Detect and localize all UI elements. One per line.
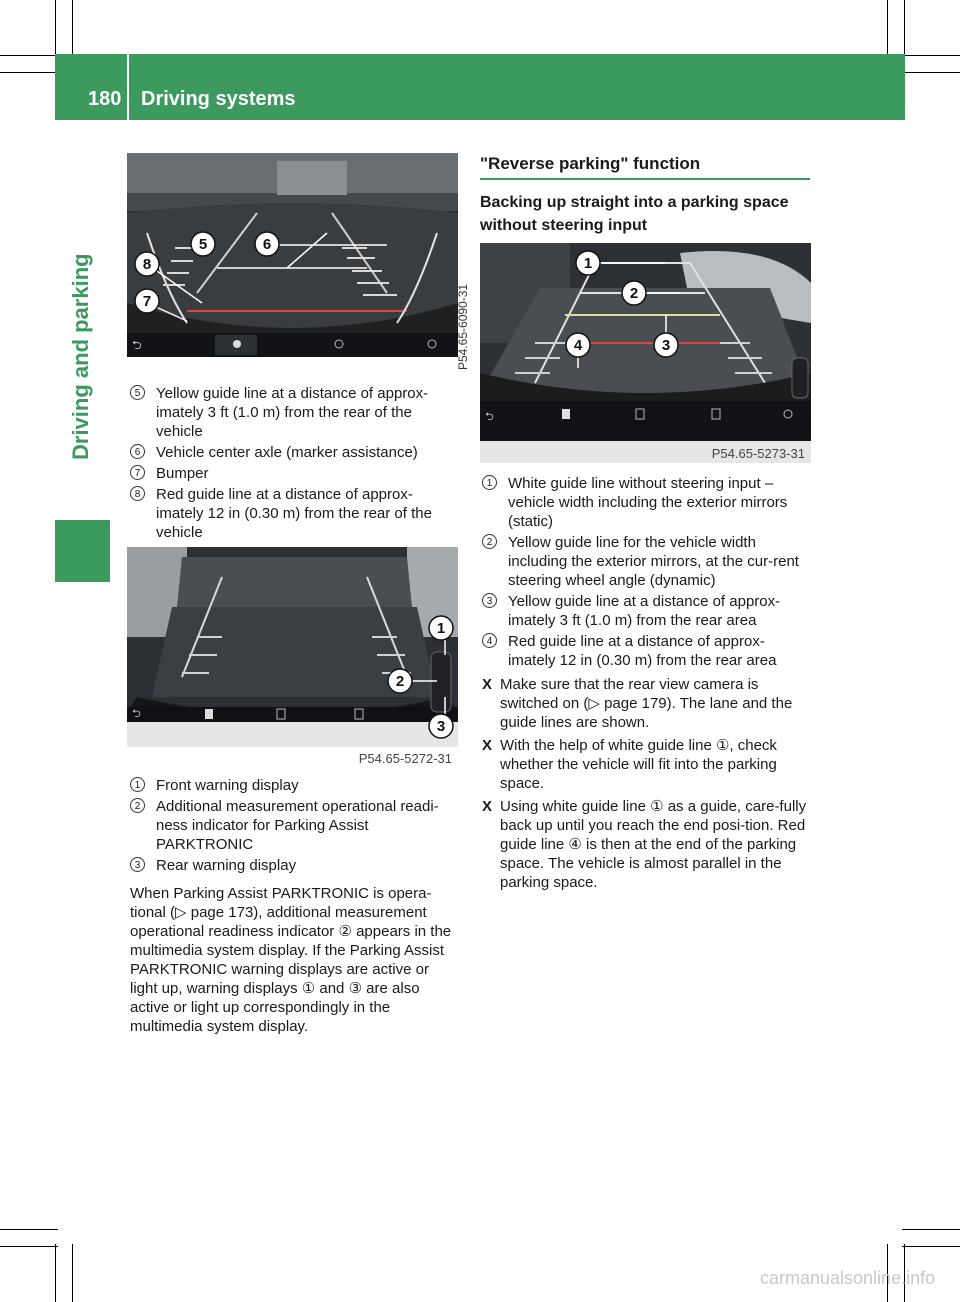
legend-item — [130, 797, 455, 854]
footer-watermark[interactable]: carmanualsonline.info — [760, 1268, 936, 1288]
marker-7: 7 — [142, 293, 152, 310]
legend-item — [130, 485, 455, 542]
marker-4: 4 — [573, 337, 583, 354]
step-text: With the help of white guide line ①, check whether the vehicle will fit into the parking space. — [500, 737, 777, 792]
legend-item — [130, 443, 455, 462]
legend-3 — [482, 474, 810, 672]
body-paragraph: When Parking Assist PARKTRONIC is opera-tional (▷ page 173), additional measurement operational readiness indicator ② appears in the multimedia system display. If the Parking Assist PARKTRONIC warning displays are active or light up, warning displays ① and ③ are also active or light up correspondingly in the multimedia system display. — [130, 885, 452, 1035]
marker-5: 5 — [198, 236, 208, 253]
legend-number: 6 — [130, 444, 145, 459]
marker-1: 1 — [436, 620, 446, 637]
instruction-step — [480, 675, 810, 732]
legend-number: 3 — [130, 857, 145, 872]
legend-number: 4 — [482, 633, 497, 648]
legend-item — [482, 474, 810, 531]
rear-camera-image-3 — [480, 243, 811, 463]
marker-6: 6 — [262, 236, 272, 253]
legend-item — [130, 856, 455, 875]
marker-3: 3 — [436, 718, 446, 735]
legend-text: Additional measurement operational readi-ness indicator for Parking Assist PARKTRONIC — [156, 798, 439, 853]
step-text: Make sure that the rear view camera is switched on (▷ page 179). The lane and the guide lines are shown. — [500, 676, 793, 731]
svg-text:⮌: ⮌ — [132, 338, 142, 352]
crop-mark — [902, 55, 960, 56]
legend-item — [482, 632, 810, 670]
section-title: Driving systems — [141, 88, 296, 110]
side-tab-block — [55, 520, 110, 582]
legend-number: 5 — [130, 385, 145, 400]
page-number: 180 — [88, 88, 122, 110]
crop-mark — [55, 1244, 56, 1302]
crop-mark — [902, 72, 960, 73]
crop-mark — [55, 0, 56, 58]
legend-text: Red guide line at a distance of approx-imately 12 in (0.30 m) from the rear area — [508, 633, 777, 669]
legend-number: 1 — [482, 475, 497, 490]
legend-text: Yellow guide line for the vehicle width including the exterior mirrors, at the cur-rent steering wheel angle (dynamic) — [508, 534, 799, 589]
legend-text: Red guide line at a distance of approx-imately 12 in (0.30 m) from the rear of the vehicle — [156, 486, 432, 541]
legend-number: 2 — [482, 534, 497, 549]
instruction-steps — [480, 675, 810, 896]
legend-number: 2 — [130, 798, 145, 813]
subheading: Backing up straight into a parking space without steering input — [480, 194, 789, 234]
crop-mark — [72, 0, 73, 58]
rear-camera-image-2 — [127, 547, 458, 747]
marker-3: 3 — [661, 337, 671, 354]
instruction-step — [480, 736, 810, 793]
legend-number: 3 — [482, 593, 497, 608]
figure-2-code: P54.65-5272-31 — [358, 751, 452, 766]
legend-2 — [130, 776, 455, 877]
legend-number: 8 — [130, 486, 145, 501]
legend-number: 1 — [130, 777, 145, 792]
figure-3-code: P54.65-5273-31 — [711, 446, 805, 461]
legend-text: Bumper — [156, 465, 209, 482]
header-divider — [127, 54, 129, 120]
legend-text: Rear warning display — [156, 857, 297, 874]
marker-1: 1 — [583, 255, 593, 272]
legend-item — [482, 592, 810, 630]
rear-camera-image-1 — [127, 153, 458, 357]
crop-mark — [902, 1246, 960, 1247]
legend-item — [482, 533, 810, 590]
legend-number: 7 — [130, 465, 145, 480]
crop-mark — [0, 72, 58, 73]
instruction-step — [480, 797, 810, 892]
step-marker: X — [482, 737, 493, 754]
section-heading: "Reverse parking" function — [480, 154, 701, 173]
legend-item — [130, 464, 455, 483]
crop-mark — [904, 0, 905, 58]
figure-1-code: P54.65-6090-31 — [456, 283, 470, 370]
marker-2: 2 — [395, 673, 405, 690]
legend-text: White guide line without steering input – vehicle width including the exterior mirrors (static) — [508, 475, 788, 530]
step-marker: X — [482, 676, 493, 693]
crop-mark — [72, 1244, 73, 1302]
legend-item — [130, 384, 455, 441]
step-marker: X — [482, 798, 493, 815]
legend-1 — [130, 384, 455, 544]
crop-mark — [0, 1229, 58, 1230]
side-tab-label: Driving and parking — [68, 253, 93, 460]
crop-mark — [887, 0, 888, 58]
legend-text: Vehicle center axle (marker assistance) — [156, 444, 418, 461]
legend-text: Yellow guide line at a distance of approx-imately 3 ft (1.0 m) from the rear area — [508, 593, 781, 629]
legend-text: Front warning display — [156, 777, 299, 794]
step-text: Using white guide line ① as a guide, care-fully back up until you reach the end posi-tion. Red guide line ④ is then at the end of the parking space. The vehicle is almost parallel in the parking space. — [500, 798, 807, 891]
crop-mark — [902, 1229, 960, 1230]
svg-text:⮌: ⮌ — [132, 708, 141, 720]
marker-2: 2 — [629, 285, 639, 302]
crop-mark — [0, 55, 58, 56]
svg-text:⮌: ⮌ — [485, 411, 494, 423]
crop-mark — [0, 1246, 58, 1247]
marker-8: 8 — [142, 256, 152, 273]
legend-text: Yellow guide line at a distance of approx-imately 3 ft (1.0 m) from the rear of the vehicle — [156, 385, 429, 440]
legend-item — [130, 776, 455, 795]
heading-rule — [480, 178, 810, 180]
